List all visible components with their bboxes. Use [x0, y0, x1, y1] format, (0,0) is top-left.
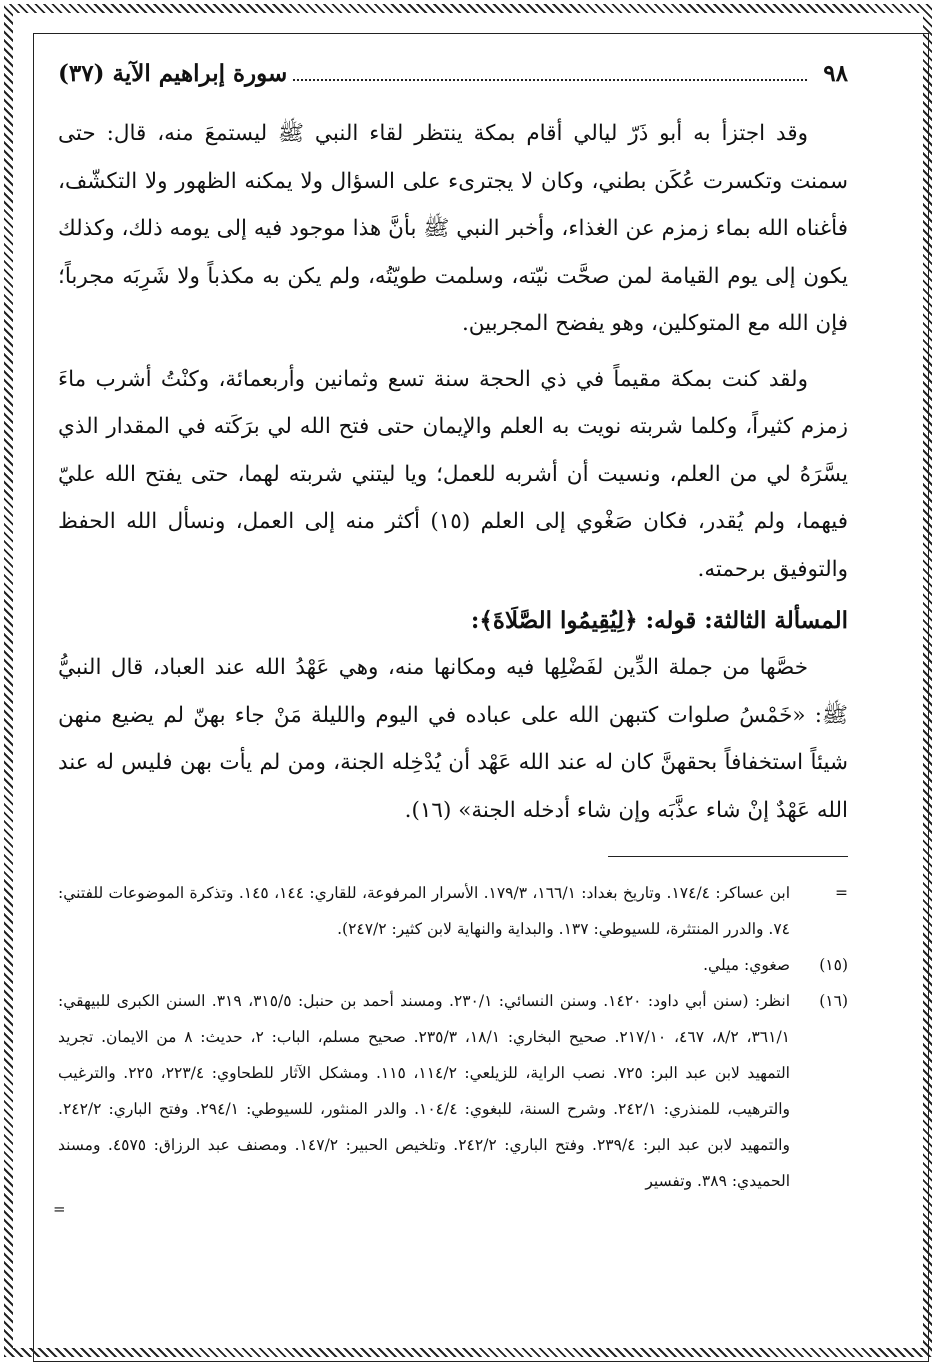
- header-title: سورة إبراهيم الآية (٣٧): [58, 60, 288, 87]
- paragraph-1: وقد اجتزأ به أبو ذَرّ ليالي أقام بمكة ينتظر لقاء النبي ﷺ ليستمعَ منه، قال: حتى سمنت وتكسرت عُكَن بطني، وكان لا يجترىء على السؤال ولا يمكنه الظهور ولا التكشّف، فأغناه الله بماء زمزم عن الغذاء، وأخبر النبي ﷺ بأنَّ هذا موجود فيه إلى يومه ذلك، وكذلك يكون إلى يوم القيامة لمن صحَّت نيّته، وسلمت طويّتُه، ولم يكن به مكذباً ولا شَرِبَه مجرباً؛ فإن الله مع المتوكلين، وهو يفضح المجربين.: [58, 121, 848, 336]
- header-dot-leader: [293, 79, 807, 81]
- footnote-number: =: [835, 884, 848, 902]
- section-heading: المسألة الثالثة: قوله: ﴿لِيُقِيمُوا الصَّلَاةَ﴾:: [470, 607, 848, 634]
- footnotes: [58, 875, 848, 1199]
- footnote-item: [58, 947, 848, 983]
- footnote-text: انظر: (سنن أبي داود: ١٤٢٠. وسنن النسائي: ٢٣٠/١. ومسند أحمد بن حنبل: ٣١٥/٥، ٣١٩. السنن الكبرى للبيهقي: ٣٦١/١، ٨/٢، ٤٦٧، ٢١٧/١٠. صحيح البخاري: ١٨/١، ٢٣٥/٣. صحيح مسلم، الباب: ٢، حديث: ٨ من الايمان. تجريد التمهيد لابن عبد البر: ٧٢٥. نصب الراية، للزيلعي: ١١٤/٢، ١١٥. ومشكل الآثار للطحاوي: ٢٢٣/٤، ٢٢٥. والترغيب والترهيب، للمنذري: ٢٤٢/١. وشرح السنة، للبغوي: ١٠٤/٤. والدر المنثور، للسيوطي: ٢٩٤/١. وفتح الباري: ٢٤٢/٢. والتمهيد لابن عبد البر: ٢٣٩/٤. وفتح الباري: ٢٤٢/٢. وتلخيص الحبير: ١٤٧/٢. ومصنف عبد الرزاق: ٤٥٧٥. ومسند الحميدي: ٣٨٩. وتفسير: [58, 992, 790, 1190]
- footnote-text: ابن عساكر: ١٧٤/٤. وتاريخ بغداد: ١٦٦/١، ١٧٩/٣. الأسرار المرفوعة، للقاري: ١٤٤، ١٤٥. وتذكرة الموضوعات للفتني: ٧٤. والدرر المنتثرة، للسيوطي: ١٣٧. والبداية والنهاية لابن كثير: ٢٤٧/٢).: [58, 884, 790, 938]
- footnote-number: (١٦): [819, 992, 848, 1010]
- footnote-item: [58, 875, 848, 947]
- footnote-number: (١٥): [819, 956, 848, 974]
- running-header: [58, 60, 848, 108]
- main-text: [58, 110, 848, 834]
- continuation-mark: =: [53, 1200, 66, 1218]
- section-paragraph: خصَّها من جملة الدِّين لفَضْلِها فيه ومكانها منه، وهي عَهْدُ الله عند العباد، قال النبيُّ ﷺ: «خَمْسُ صلوات كتبهن الله على عباده في اليوم والليلة مَنْ جاء بهنّ لم يضيع منهن شيئاً استخفافاً بحقهنَّ كان له عند الله عَهْد أن يُدْخِله الجنة، ومن لم يأت بهن فليس له عند الله عَهْدٌ إنْ شاء عذَّبَه وإن شاء أدخله الجنة» (١٦).: [58, 655, 848, 823]
- footnote-separator: [608, 856, 848, 857]
- footnote-item: [58, 983, 848, 1199]
- page-number: ٩٨: [823, 60, 848, 87]
- book-page: [53, 60, 849, 1340]
- paragraph-2: ولقد كنت بمكة مقيماً في ذي الحجة سنة تسع وثمانين وأربعمائة، وكنْتُ أشرب ماءَ زمزم كثيراً، وكلما شربته نويت به العلم والإيمان حتى فتح الله لي برَكَته في المقدار الذي يسَّرَهُ لي من العلم، ونسيت أن أشربه للعمل؛ ويا ليتني شربته لهما، حتى يفتح الله عليّ فيهما، ولم يُقدر، فكان صَغْوي إلى العلم (١٥) أكثر منه إلى العمل، ونسأل الله الحفظ والتوفيق برحمته.: [58, 366, 849, 582]
- footnote-text: صغوي: ميلي.: [703, 956, 790, 974]
